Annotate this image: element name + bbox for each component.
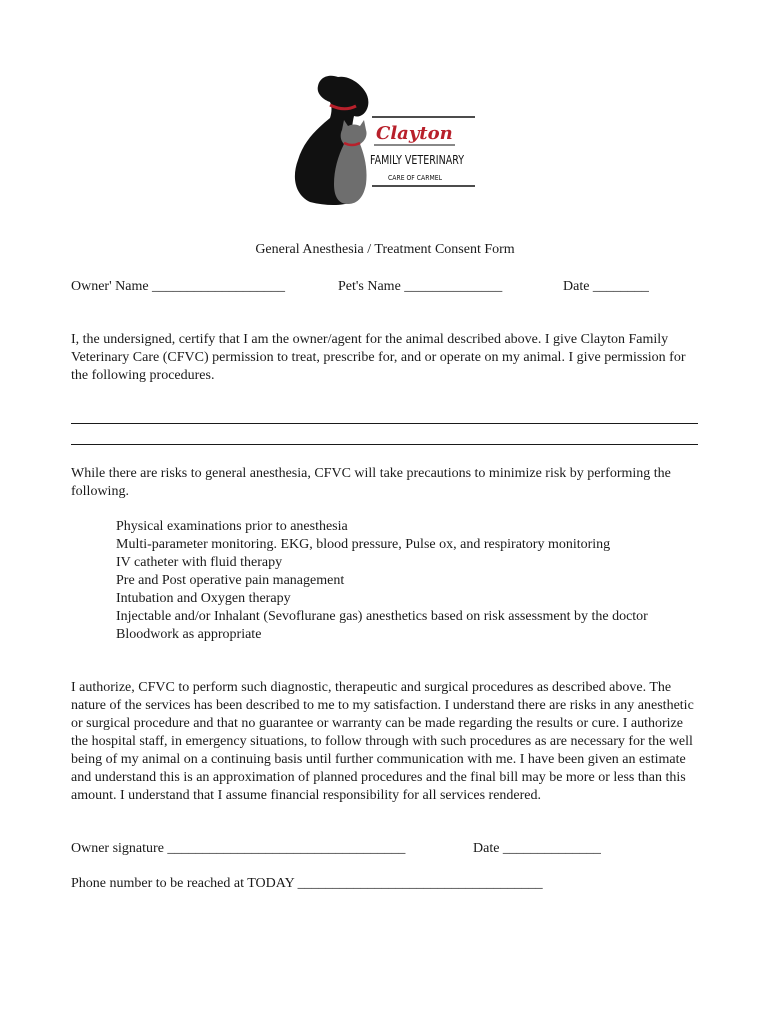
logo-brand-subtitle: FAMILY VETERINARY [370, 153, 465, 167]
risks-paragraph: While there are risks to general anesthesia, CFVC will take precautions to minimize risk by performing the following. [71, 466, 671, 499]
certify-paragraph: I, the undersigned, certify that I am the owner/agent for the animal described above. I give Clayton Family Veterinary Care (CFVC) permission to treat, prescribe for, and or operate on my animal. I give permission for the following procedures. [71, 332, 686, 383]
authorize-paragraph: I authorize, CFVC to perform such diagnostic, therapeutic and surgical procedures as described above. The nature of the services has been described to me to my satisfaction. I understand there are risks in any anesthetic or surgical procedure and that no guarantee or warranty can be made regarding the results or cure. I authorize the hospital staff, in emergency situations, to follow through with such procedures as are necessary for the well being of my animal on a continuing basis until further communication with me. I have been given an estimate and understand this is an approximation of planned procedures and the final bill may be more or less than this amount. I understand that I assume financial responsibility for all services rendered. [71, 680, 694, 803]
procedure-item: Intubation and Oxygen therapy [116, 591, 291, 606]
procedure-item: IV catheter with fluid therapy [116, 555, 283, 570]
owner-signature-field[interactable]: Owner signature __________________________________ [71, 841, 406, 856]
pet-name-field[interactable]: Pet's Name ______________ [338, 279, 503, 294]
logo-brand-name: Clayton [376, 123, 453, 144]
logo-brand-tagline: CARE OF CARMEL [388, 174, 443, 182]
procedures-blank-line-1[interactable] [71, 423, 698, 424]
procedure-item: Pre and Post operative pain management [116, 573, 345, 588]
procedures-list [116, 518, 648, 644]
procedure-item: Multi-parameter monitoring. EKG, blood pressure, Pulse ox, and respiratory monitoring [116, 537, 611, 552]
signature-date-field[interactable]: Date ______________ [473, 841, 601, 856]
procedure-item: Bloodwork as appropriate [116, 627, 262, 642]
procedures-blank-line-2[interactable] [71, 444, 698, 445]
form-title: General Anesthesia / Treatment Consent Form [255, 242, 515, 257]
procedure-item: Physical examinations prior to anesthesia [116, 519, 348, 534]
date-field[interactable]: Date ________ [563, 279, 649, 294]
phone-number-field[interactable]: Phone number to be reached at TODAY ___________________________________ [71, 876, 543, 891]
owner-name-field[interactable]: Owner' Name ___________________ [71, 279, 286, 294]
procedure-item: Injectable and/or Inhalant (Sevoflurane gas) anesthetics based on risk assessment by the doctor [116, 609, 648, 624]
clinic-logo [290, 72, 480, 207]
